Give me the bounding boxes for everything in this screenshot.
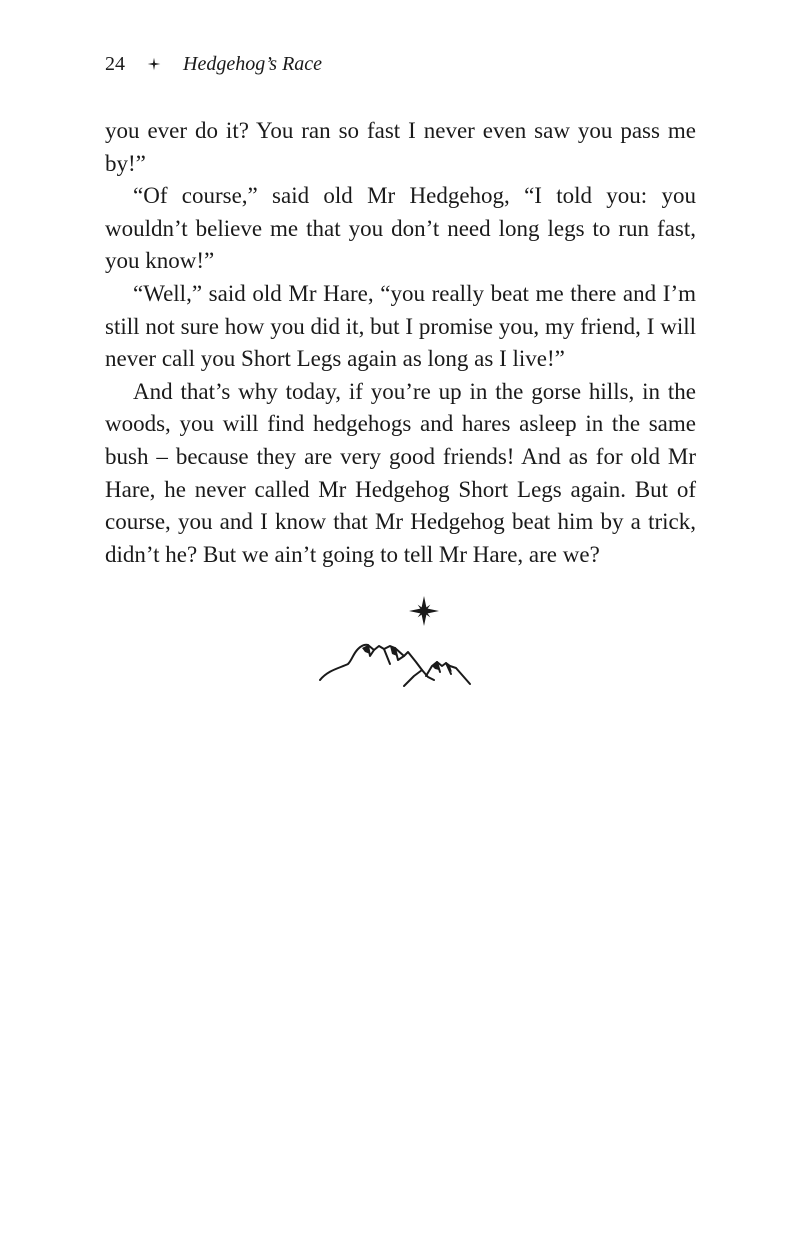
paragraph: “Well,” said old Mr Hare, “you really beat me there and I’m still not sure how you did it, but I promise you, my friend, I will never call you Short Legs again as long as I live!” [105, 280, 696, 372]
star-over-mountains-icon [318, 594, 474, 690]
paragraph: you ever do it? You ran so fast I never even saw you pass me by!” [105, 118, 696, 176]
book-title: Hedgehog’s Race [183, 53, 323, 75]
running-head [105, 50, 322, 78]
paragraph: And that’s why today, if you’re up in the gorse hills, in the woods, you will find hedgehogs and hares asleep in the same bush – because they are very good friends! And as for old Mr Hare, he never called Mr Hedgehog Short Legs again. But of course, you and I know that Mr Hedgehog beat him by a trick, didn’t he? But we ain’t going to tell Mr Hare, are we? [105, 378, 696, 567]
paragraph: “Of course,” said old Mr Hedgehog, “I told you: you wouldn’t believe me that you don’t need long legs to run fast, you know!” [105, 183, 696, 274]
story-text [105, 115, 696, 571]
ornament-star-icon [409, 596, 439, 626]
four-point-star-icon [147, 57, 161, 71]
page-number: 24 [105, 53, 125, 75]
